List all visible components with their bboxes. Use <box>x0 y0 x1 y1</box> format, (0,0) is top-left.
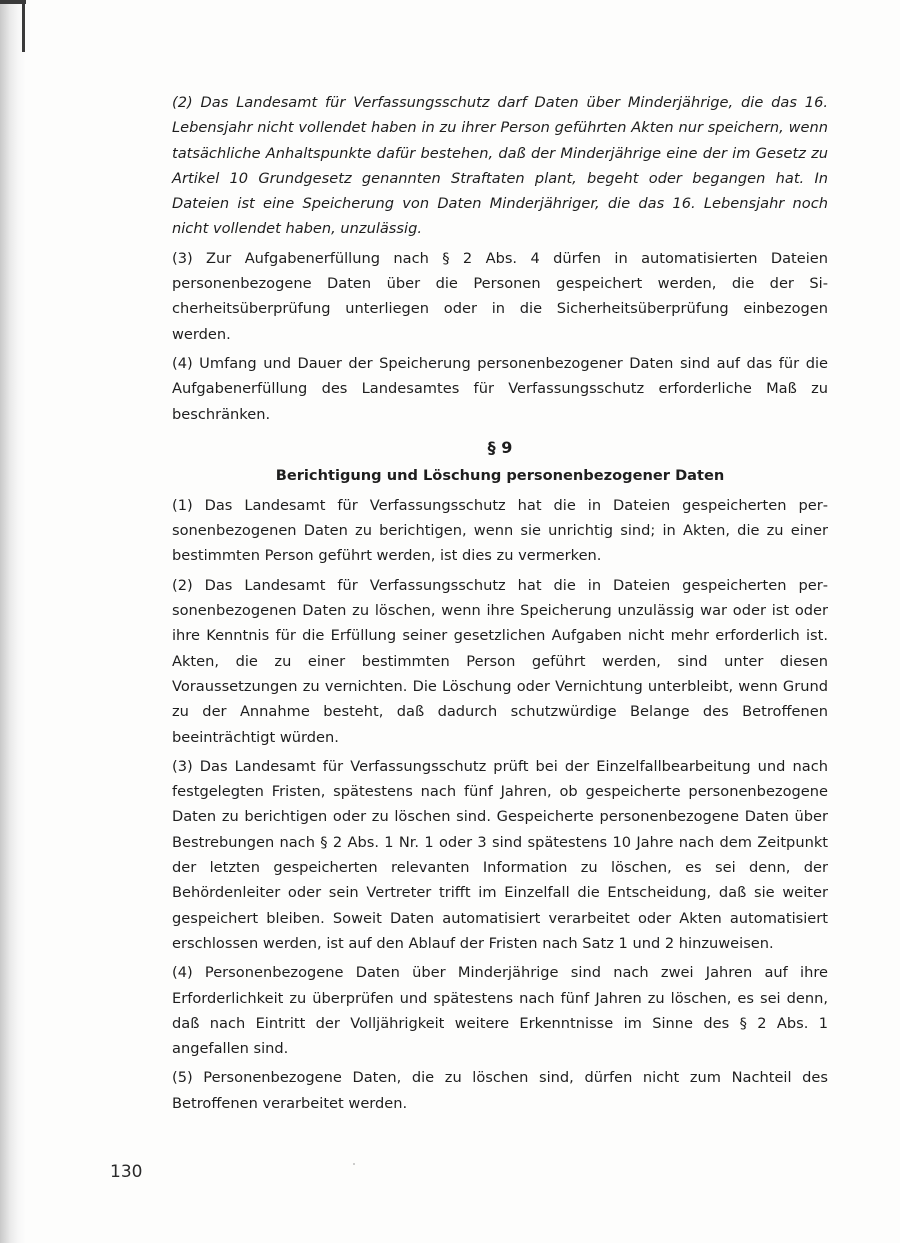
paragraph-8-2: (2) Das Landesamt für Verfassungsschutz darf Daten über Minderjährige, die das 16. Lebensjahr nicht vollendet haben in zu ihrer Person geführten Akten nur speichern, wenn tatsächliche Anhaltspunkte dafür bestehen, daß der Minderjährige eine der im Gesetz zu Artikel 10 Grundgesetz genannten Straftaten plant, begeht oder begangen hat. In Dateien ist eine Speicherung von Daten Minderjähriger, die das 16. Lebensjahr noch nicht vollendet haben, unzulässig. <box>172 94 828 238</box>
paragraph-9-1: (1) Das Landesamt für Verfassungsschutz hat die in Dateien gespeicherten personenbezogenen Daten zu berichtigen, wenn sie unrichtig sind; in Akten, die zu einer bestimmten Person geführt werden, ist dies zu vermerken. <box>172 496 828 565</box>
binding-shadow <box>0 0 26 1243</box>
paragraph-9-2: (2) Das Landesamt für Verfassungsschutz hat die in Dateien gespeicherten personenbezogenen Daten zu löschen, wenn ihre Speicherung unzulässig war oder ist oder ihre Kenntnis für die Erfüllung seiner gesetzlichen Aufgaben nicht mehr erforderlich ist. Akten, die zu einer bestimmten Person geführt werden, sind unter diesen Voraussetzungen zu vernichten. Die Löschung oder Vernichtung unterbleibt, wenn Grund zu der Annahme besteht, daß dadurch schutzwürdige Belange des Betroffenen beeinträchtigt würden. <box>172 576 828 746</box>
section-number: § 9 <box>487 437 513 457</box>
page-body <box>172 90 828 1120</box>
scan-speck <box>353 1163 355 1165</box>
crop-mark-vertical <box>22 0 25 52</box>
paragraph-9-3: (3) Das Landesamt für Verfassungsschutz prüft bei der Einzelfallbearbeitung und nach festgelegten Fristen, spätestens nach fünf Jahren, ob gespeicherte personenbezogene Daten zu berichtigen oder zu löschen sind. Gespeicherte personenbezogene Daten über Bestrebungen nach § 2 Abs. 1 Nr. 1 oder 3 sind spätestens 10 Jahre nach dem Zeitpunkt der letzten gespeicherten relevanten Information zu löschen, es sei denn, der Behördenleiter oder sein Vertreter trifft im Einzelfall die Entscheidung, daß sie weiter gespeichert bleiben. Soweit Daten automatisiert verarbeitet oder Akten automatisiert erschlossen werden, ist auf den Ablauf der Fristen nach Satz 1 und 2 hinzuweisen. <box>172 757 828 952</box>
page-number: 130 <box>110 1162 143 1182</box>
paragraph-8-3: (3) Zur Aufgabenerfüllung nach § 2 Abs. 4 dürfen in automatisierten Dateien personenbezogene Daten über die Personen gespeichert werden, die der Sicherheitsüberprüfung unterliegen oder in die Sicherheitsüberprüfung einbezogen werden. <box>172 249 828 343</box>
paragraph-8-4: (4) Umfang und Dauer der Speicherung personenbezogener Daten sind auf das für die Aufgabenerfüllung des Landesamtes für Verfassungsschutz erforderliche Maß zu beschränken. <box>172 354 828 423</box>
section-title: Berichtigung und Löschung personenbezogener Daten <box>275 466 725 484</box>
section-heading <box>172 433 828 489</box>
paragraph-9-5: (5) Personenbezogene Daten, die zu löschen sind, dürfen nicht zum Nachteil des Betroffenen verarbeitet werden. <box>172 1069 828 1112</box>
paragraph-9-4: (4) Personenbezogene Daten über Minderjährige sind nach zwei Jahren auf ihre Erforderlichkeit zu überprüfen und spätestens nach fünf Jahren zu löschen, es sei denn, daß nach Eintritt der Volljährigkeit weitere Erkenntnisse im Sinne des § 2 Abs. 1 angefallen sind. <box>172 964 828 1058</box>
